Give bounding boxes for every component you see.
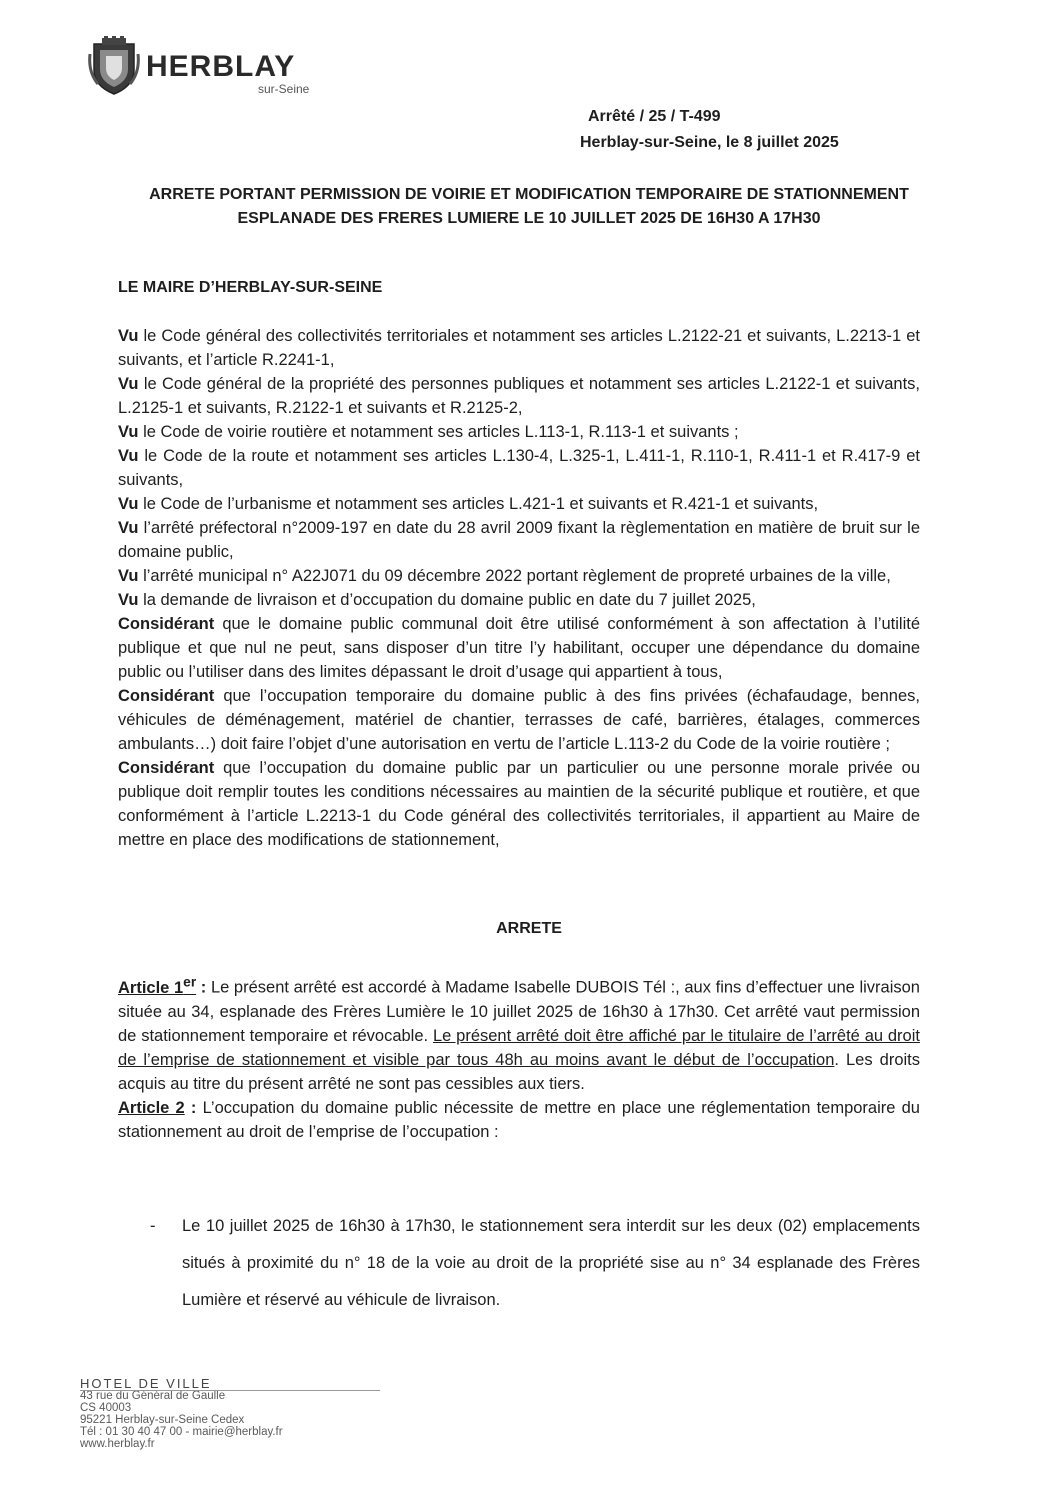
footer-street: 43 rue du Général de Gaulle <box>80 1390 226 1402</box>
footer-city: 95221 Herblay-sur-Seine Cedex <box>80 1414 245 1426</box>
city-crest-icon <box>88 36 140 96</box>
bullet-text: Le 10 juillet 2025 de 16h30 à 17h30, le stationnement sera interdit sur les deux (02) emplacements situés à proximité du n° 18 de la voie au droit de la propriété sise au n° 34 esplanade des Frères Lumière et réservé au véhicule de livraison. <box>182 1217 920 1309</box>
decree-title <box>100 183 958 231</box>
bullet-dash: - <box>150 1217 156 1235</box>
article-1: Article 1er : Le présent arrêté est accordé à Madame Isabelle DUBOIS Tél :, aux fins d’effectuer une livraison située au 34, esplanade des Frères Lumière le 10 juillet 2025 de 16h30 à 17h30. Cet arrêté vaut permission de stationnement temporaire et révocable. Le présent arrêté doit être affiché par le titulaire de l’arrêté au droit de l’emprise de stationnement et visible par tous 48h au moins avant le début de l’occupation. Les droits acquis au titre du présent arrêté ne sont pas cessibles aux tiers. <box>118 974 920 1093</box>
visa-paragraph: Vu la demande de livraison et d’occupation du domaine public en date du 7 juillet 2025, <box>118 591 756 609</box>
title-line-1: ARRETE PORTANT PERMISSION DE VOIRIE ET MODIFICATION TEMPORAIRE DE STATIONNEMENT <box>149 186 909 203</box>
arrete-heading: ARRETE <box>496 920 562 937</box>
logo-subtitle: sur-Seine <box>258 82 310 96</box>
visa-paragraph: Vu le Code de l’urbanisme et notamment ses articles L.421-1 et suivants et R.421-1 et suivants, <box>118 495 819 513</box>
considerant-paragraph: Considérant que l’occupation du domaine public par un particulier ou une personne morale privée ou publique doit remplir toutes les conditions nécessaires au maintien de la sécurité publique et routière, et que conformément à l’article L.2213-1 du Code général des collectivités territoriales, il appartient au Maire de mettre en place des modifications de stationnement, <box>118 759 920 849</box>
decree-dateline: Herblay-sur-Seine, le 8 juillet 2025 <box>580 134 839 151</box>
articles-section <box>118 970 920 1144</box>
parking-restriction-item <box>150 1208 920 1319</box>
footer-divider <box>80 1390 380 1391</box>
footer-cs: CS 40003 <box>80 1402 132 1414</box>
footer-address <box>80 1378 400 1450</box>
footer-website: www.herblay.fr <box>80 1438 155 1450</box>
footer-contact: Tél : 01 30 40 47 00 - mairie@herblay.fr <box>80 1426 283 1438</box>
article-2: Article 2 : L’occupation du domaine public nécessite de mettre en place une réglementation temporaire du stationnement au droit de l’emprise de l’occupation : <box>118 1098 920 1141</box>
visa-paragraph: Vu le Code de la route et notamment ses articles L.130-4, L.325-1, L.411-1, R.110-1, R.411-1 et R.417-9 et suivants, <box>118 447 920 489</box>
visa-paragraph: Vu le Code de voirie routière et notamment ses articles L.113-1, R.113-1 et suivants ; <box>118 423 739 441</box>
visa-paragraph: Vu le Code général des collectivités territoriales et notamment ses articles L.2122-21 et suivants, L.2213-1 et suivants, et l’article R.2241-1, <box>118 327 920 369</box>
visa-paragraph: Vu l’arrêté préfectoral n°2009-197 en date du 28 avril 2009 fixant la règlementation en matière de bruit sur le domaine public, <box>118 519 920 561</box>
considerant-paragraph: Considérant que l’occupation temporaire du domaine public à des fins privées (échafaudage, bennes, véhicules de déménagement, matériel de chantier, terrasses de café, barrières, étalages, commerces ambulants…) doit faire l’objet d’une autorisation en vertu de l’article L.113-2 du Code de la voirie routière ; <box>118 687 920 753</box>
logo-wordmark: HERBLAY <box>146 50 296 83</box>
title-line-2: ESPLANADE DES FRERES LUMIERE LE 10 JUILLET 2025 DE 16H30 A 17H30 <box>237 210 821 227</box>
footer-title: HOTEL DE VILLE <box>80 1376 212 1391</box>
visas-section <box>118 324 920 852</box>
herblay-logo <box>88 30 318 102</box>
considerant-paragraph: Considérant que le domaine public communal doit être utilisé conformément à son affectation à l’utilité publique et que nul ne peut, sans disposer d’un titre l’y habilitant, occuper une dépendance du domaine public ou l’utiliser dans des limites dépassant le droit d’usage qui appartient à tous, <box>118 615 920 681</box>
decree-reference: Arrêté / 25 / T-499 <box>588 108 721 125</box>
mayor-heading: LE MAIRE D’HERBLAY-SUR-SEINE <box>118 279 383 296</box>
visa-paragraph: Vu l’arrêté municipal n° A22J071 du 09 décembre 2022 portant règlement de propreté urbaines de la ville, <box>118 567 891 585</box>
visa-paragraph: Vu le Code général de la propriété des personnes publiques et notamment ses articles L.2122-1 et suivants, L.2125-1 et suivants, R.2122-1 et suivants et R.2125-2, <box>118 375 920 417</box>
